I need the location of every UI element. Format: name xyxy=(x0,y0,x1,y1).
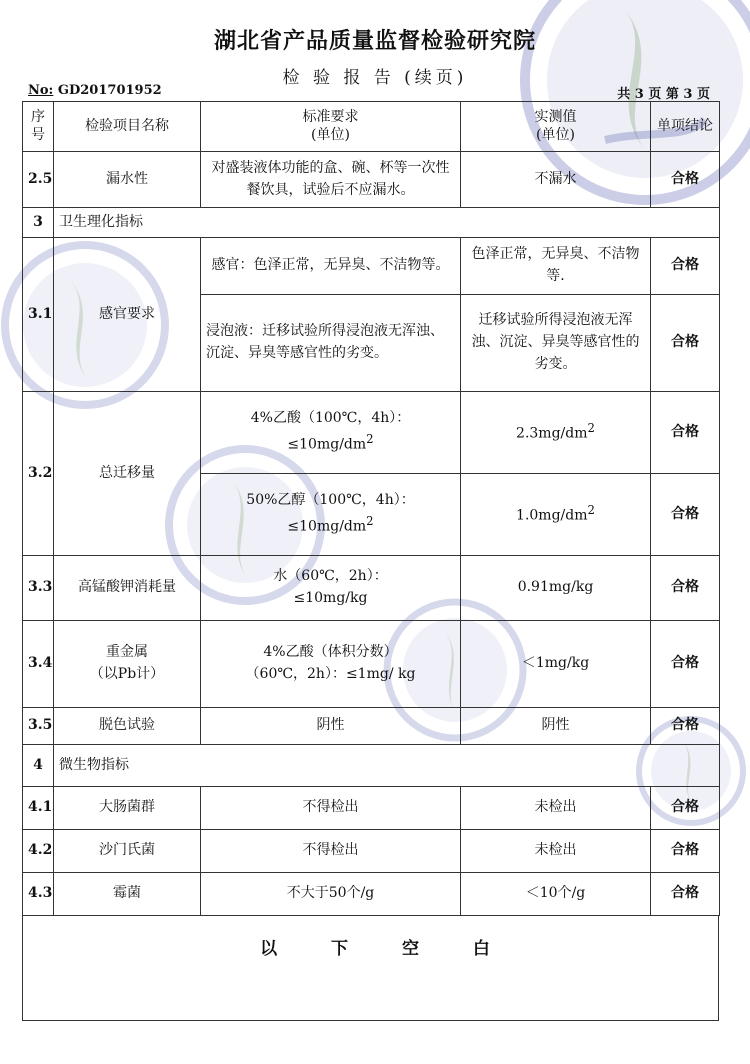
row-item: 感官要求 xyxy=(54,238,201,392)
document-title: 检 验 报 告 (续页) xyxy=(282,68,468,88)
table-row xyxy=(23,621,720,708)
row-conclusion: 合格 xyxy=(651,556,720,621)
table-row xyxy=(23,830,720,873)
row-seq: 3.2 xyxy=(23,392,54,556)
row-conclusion: 合格 xyxy=(651,787,720,830)
row-conclusion: 合格 xyxy=(651,873,720,916)
table-row xyxy=(23,708,720,745)
standard-sup: 2 xyxy=(366,432,374,447)
standard-line-1: 4%乙酸（体积分数） xyxy=(263,644,398,661)
row-item: 总迁移量 xyxy=(54,392,201,556)
row-measured: 未检出 xyxy=(461,830,651,873)
row-item: 高锰酸钾消耗量 xyxy=(54,556,201,621)
standard-line-1: 水（60℃，2h）： xyxy=(273,568,388,585)
row-item: 漏水性 xyxy=(54,152,201,208)
measured-sup: 2 xyxy=(587,421,595,436)
row-standard: 阴性 xyxy=(201,708,461,745)
section-row xyxy=(23,745,720,787)
section-title: 卫生理化指标 xyxy=(54,208,720,238)
row-measured: 迁移试验所得浸泡液无浑浊、沉淀、异臭等感官性的劣变。 xyxy=(461,295,651,392)
standard-line-1: 50%乙醇（100℃，4h）： xyxy=(246,492,415,509)
section-seq: 4 xyxy=(23,745,54,787)
row-measured: 不漏水 xyxy=(461,152,651,208)
table-row xyxy=(23,152,720,208)
page-info: 共 3 页 第 3 页 xyxy=(617,87,710,102)
measured-sup: 2 xyxy=(587,503,595,518)
standard-sup: 2 xyxy=(366,514,374,529)
blank-area xyxy=(22,915,719,1021)
row-seq: 3.3 xyxy=(23,556,54,621)
row-item: 大肠菌群 xyxy=(54,787,201,830)
row-item: 沙门氏菌 xyxy=(54,830,201,873)
standard-line-2: （60℃，2h）：≤1mg/ kg xyxy=(245,666,416,682)
row-item: 霉菌 xyxy=(54,873,201,916)
row-conclusion: 合格 xyxy=(651,830,720,873)
inspection-table xyxy=(22,101,720,916)
blank-note: 以 下 空 白 xyxy=(260,939,490,959)
institute-title: 湖北省产品质量监督检验研究院 xyxy=(213,28,536,54)
row-standard xyxy=(201,474,461,556)
row-standard: 感官：色泽正常，无异臭、不洁物等。 xyxy=(201,238,461,295)
row-standard: 浸泡液：迁移试验所得浸泡液无浑浊、沉淀、异臭等感官性的劣变。 xyxy=(201,295,461,392)
table-row xyxy=(23,392,720,474)
header-item: 检验项目名称 xyxy=(54,102,201,152)
table-row xyxy=(23,238,720,295)
row-item: 脱色试验 xyxy=(54,708,201,745)
row-measured xyxy=(461,392,651,474)
row-seq: 3.4 xyxy=(23,621,54,708)
section-seq: 3 xyxy=(23,208,54,238)
row-measured: 色泽正常，无异臭、不洁物等. xyxy=(461,238,651,295)
standard-line-2: ≤10mg/kg xyxy=(293,590,368,606)
item-line-2: （以Pb计） xyxy=(89,666,165,682)
row-measured: ＜10个/g xyxy=(461,873,651,916)
row-conclusion: 合格 xyxy=(651,474,720,556)
table-row xyxy=(23,556,720,621)
row-seq: 4.1 xyxy=(23,787,54,830)
row-seq: 4.3 xyxy=(23,873,54,916)
row-measured: ＜1mg/kg xyxy=(461,621,651,708)
row-measured: 未检出 xyxy=(461,787,651,830)
section-title: 微生物指标 xyxy=(54,745,720,787)
table-row xyxy=(23,787,720,830)
row-conclusion: 合格 xyxy=(651,152,720,208)
item-line-1: 重金属 xyxy=(106,644,148,661)
row-conclusion: 合格 xyxy=(651,621,720,708)
measured-value: 1.0mg/dm xyxy=(516,507,588,524)
row-measured: 阴性 xyxy=(461,708,651,745)
row-seq: 2.5 xyxy=(23,152,54,208)
header-standard: 标准要求 (单位) xyxy=(201,102,461,152)
row-standard xyxy=(201,392,461,474)
standard-line-2 xyxy=(206,512,455,538)
header-seq: 序 号 xyxy=(23,102,54,152)
section-row xyxy=(23,208,720,238)
row-seq: 4.2 xyxy=(23,830,54,873)
row-item xyxy=(54,621,201,708)
row-conclusion: 合格 xyxy=(651,708,720,745)
standard-line-1: 4%乙酸（100℃，4h）： xyxy=(250,410,411,427)
header-conclusion: 单项结论 xyxy=(651,102,720,152)
row-standard: 不大于50个/g xyxy=(201,873,461,916)
row-standard xyxy=(201,621,461,708)
row-conclusion: 合格 xyxy=(651,392,720,474)
row-standard: 不得检出 xyxy=(201,830,461,873)
report-number-label: No: xyxy=(28,83,54,98)
table-header-row xyxy=(23,102,720,152)
standard-value: ≤10mg/dm xyxy=(287,518,367,535)
row-standard: 不得检出 xyxy=(201,787,461,830)
row-standard: 对盛装液体功能的盒、碗、杯等一次性餐饮具，试验后不应漏水。 xyxy=(201,152,461,208)
row-measured xyxy=(461,474,651,556)
row-seq: 3.1 xyxy=(23,238,54,392)
row-measured: 0.91mg/kg xyxy=(461,556,651,621)
measured-value: 2.3mg/dm xyxy=(516,425,588,442)
row-seq: 3.5 xyxy=(23,708,54,745)
standard-line-2 xyxy=(206,430,455,456)
row-conclusion: 合格 xyxy=(651,238,720,295)
header-measured: 实测值 (单位) xyxy=(461,102,651,152)
row-standard xyxy=(201,556,461,621)
standard-value: ≤10mg/dm xyxy=(287,436,367,453)
report-number-value: GD201701952 xyxy=(57,83,162,98)
row-conclusion: 合格 xyxy=(651,295,720,392)
report-number xyxy=(28,83,162,98)
table-row xyxy=(23,873,720,916)
